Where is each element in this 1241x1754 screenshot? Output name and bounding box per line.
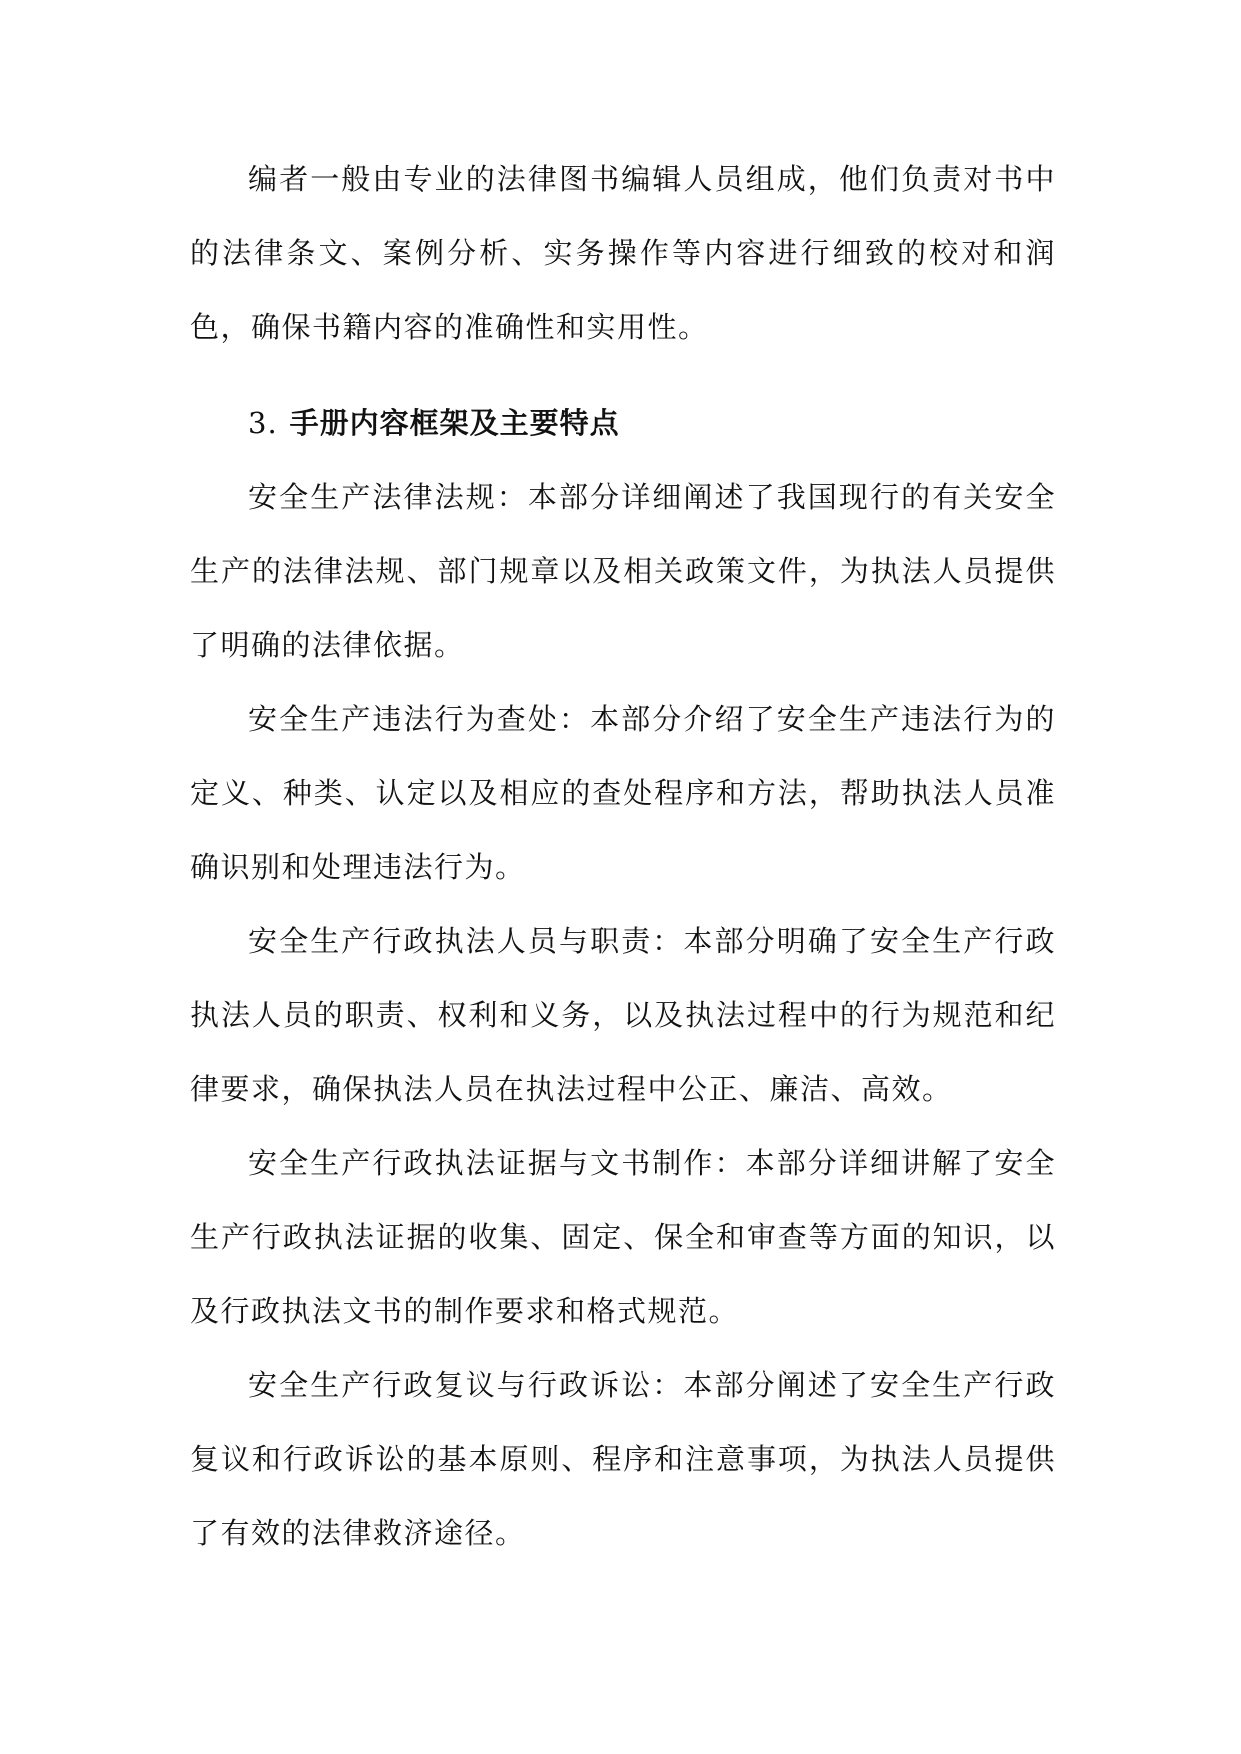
section-heading [190,386,1056,460]
spacer [190,364,1056,386]
intro-paragraph: 编者一般由专业的法律图书编辑人员组成，他们负责对书中的法律条文、案例分析、实务操作等内容进行细致的校对和润色，确保书籍内容的准确性和实用性。 [190,162,1056,344]
paragraph-personnel-duties: 安全生产行政执法人员与职责：本部分明确了安全生产行政执法人员的职责、权利和义务，以及执法过程中的行为规范和纪律要求，确保执法人员在执法过程中公正、廉洁、高效。 [190,924,1056,1106]
paragraph-violations: 安全生产违法行为查处：本部分介绍了安全生产违法行为的定义、种类、认定以及相应的查处程序和方法，帮助执法人员准确识别和处理违法行为。 [190,702,1056,884]
section-title: 手册内容框架及主要特点 [289,406,620,440]
section-number: 3. [248,406,278,440]
paragraph-evidence-documents: 安全生产行政执法证据与文书制作：本部分详细讲解了安全生产行政执法证据的收集、固定、保全和审查等方面的知识，以及行政执法文书的制作要求和格式规范。 [190,1146,1056,1328]
paragraph-laws: 安全生产法律法规：本部分详细阐述了我国现行的有关安全生产的法律法规、部门规章以及相关政策文件，为执法人员提供了明确的法律依据。 [190,480,1056,662]
document-body [190,142,1056,1570]
paragraph-review-litigation: 安全生产行政复议与行政诉讼：本部分阐述了安全生产行政复议和行政诉讼的基本原则、程序和注意事项，为执法人员提供了有效的法律救济途径。 [190,1368,1056,1550]
